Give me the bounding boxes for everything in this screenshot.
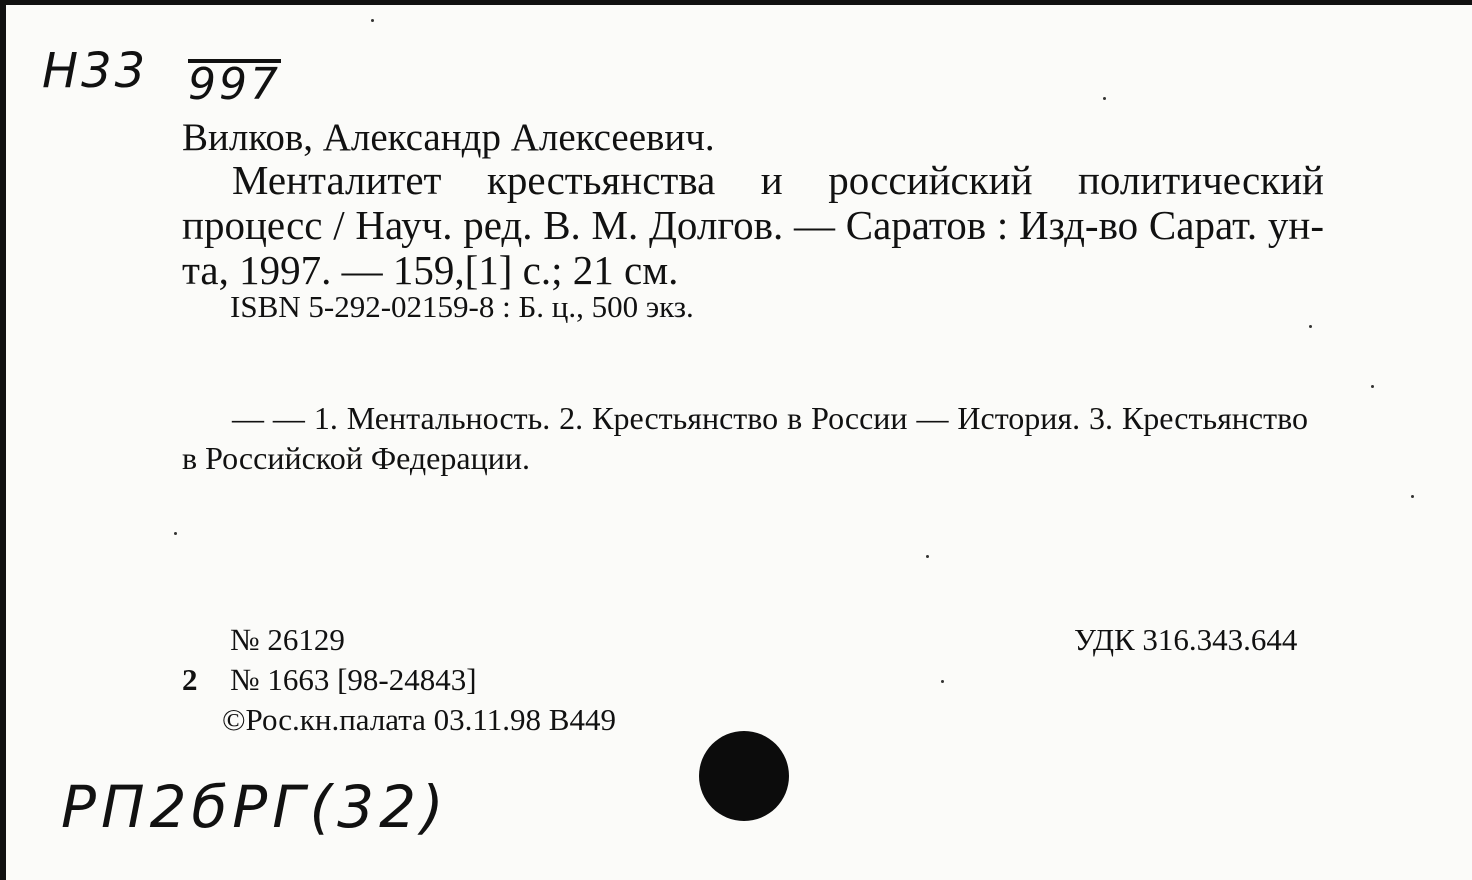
punch-hole (699, 731, 789, 821)
scan-speck (926, 555, 929, 558)
shelf-mark-right: 997 (188, 59, 281, 110)
bibliographic-description: Менталитет крестьянства и российский политический процесс / Науч. ред. В. М. Долгов. — Саратов : Изд-во Сарат. ун-та, 1997. — 159,[1] с.; 21 см. (182, 157, 1324, 293)
scan-speck (1371, 385, 1374, 388)
author-heading: Вилков, Александр Алексеевич. (182, 116, 715, 159)
scan-speck (1309, 325, 1312, 328)
shelf-mark-left: Н33 (42, 43, 149, 99)
scan-speck (371, 19, 374, 22)
udk-code: УДК 316.343.644 (1074, 622, 1298, 657)
scan-speck (941, 680, 944, 683)
scan-speck (1103, 97, 1106, 100)
handwritten-stamp: РП2бРГ(32) (61, 773, 449, 841)
subject-headings: — — 1. Ментальность. 2. Крестьянство в России — История. 3. Крестьянство в Российской Федерации. (182, 400, 1308, 476)
scan-speck (174, 532, 177, 535)
isbn-line: ISBN 5-292-02159-8 : Б. ц., 500 экз. (230, 289, 694, 324)
book-chamber-line: ©Рос.кн.палата 03.11.98 В449 (222, 702, 616, 737)
card-number: № 26129 (230, 622, 345, 657)
scan-speck (1411, 495, 1414, 498)
registration-number: № 1663 [98-24843] (230, 662, 477, 697)
copies-count: 2 (182, 662, 198, 697)
